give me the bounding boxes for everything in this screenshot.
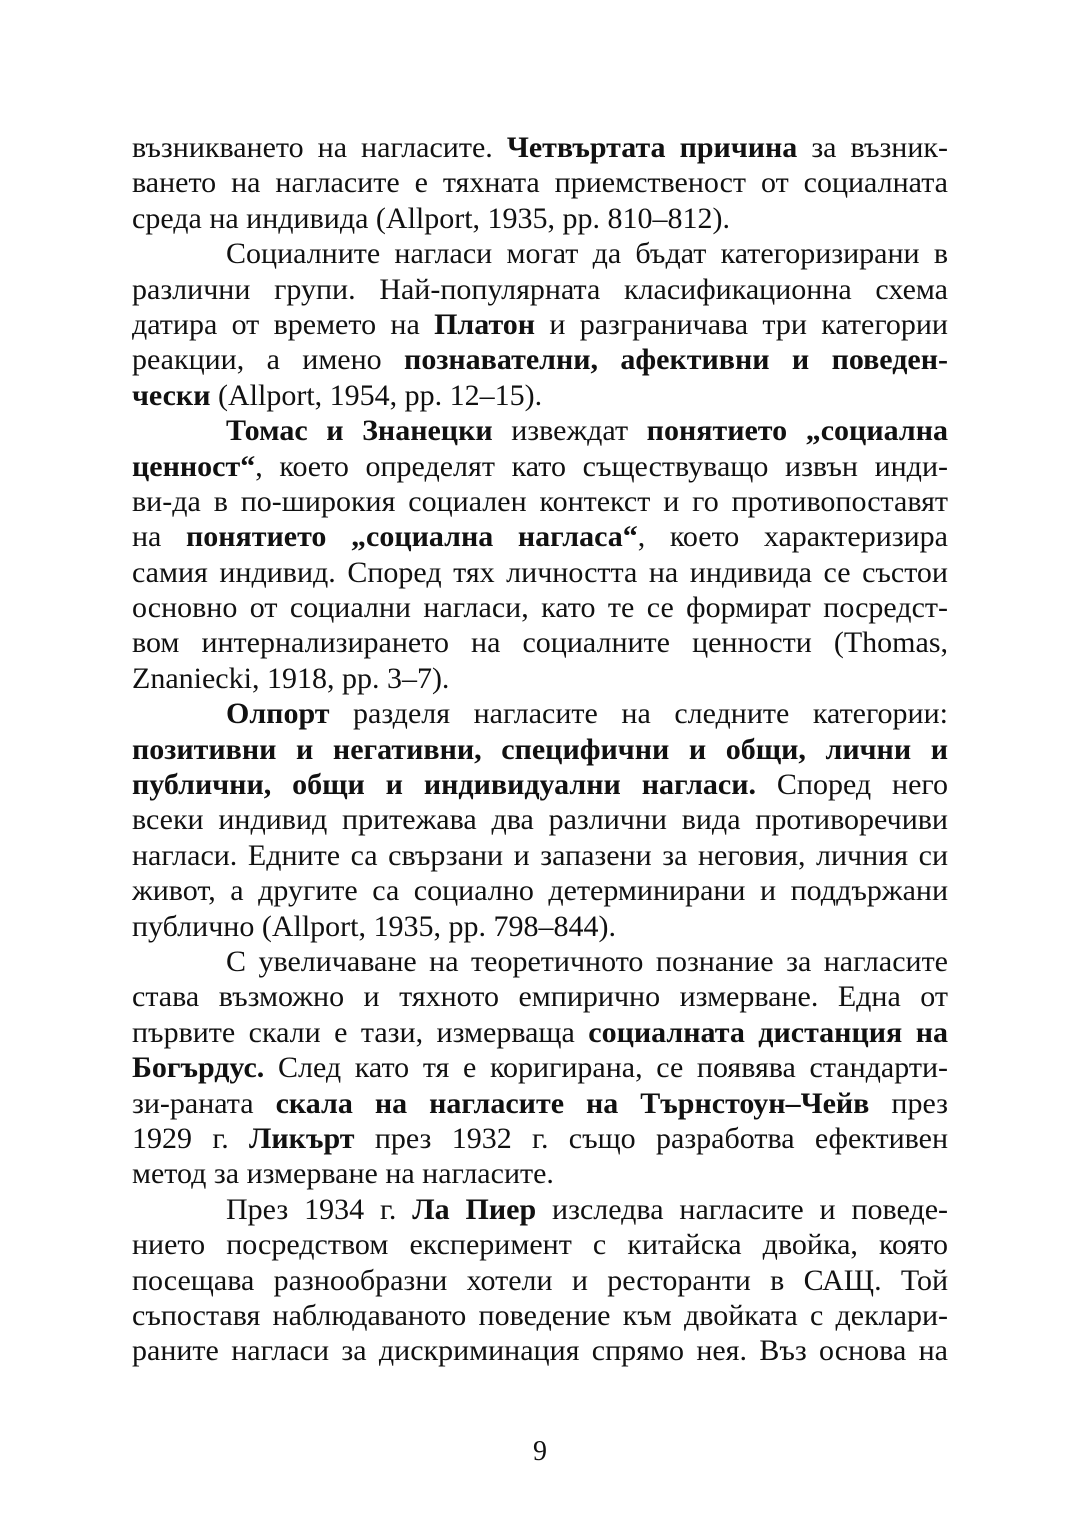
text-line — [132, 732, 948, 767]
text-line — [132, 625, 948, 660]
text-line — [132, 413, 948, 448]
bold-term: Богърдус. — [132, 1051, 265, 1085]
text-line — [132, 1263, 948, 1298]
text-run: различни групи. Най-популярната класификационна схема — [132, 272, 948, 306]
text-run: разделя нагласите на следните категории: — [329, 697, 948, 731]
text-line — [132, 590, 948, 625]
text-run: , което определят като съществуващо извън инди- — [255, 449, 948, 483]
text-run: зи-раната — [132, 1086, 276, 1120]
text-run: датира от времето на — [132, 307, 435, 341]
text-run: самия индивид. Според тях личността на индивида се състои — [132, 555, 948, 589]
text-line — [132, 236, 948, 271]
text-line — [132, 307, 948, 342]
text-run: (Allport, 1954, pp. 12–15). — [210, 378, 543, 412]
paragraph-4 — [132, 696, 948, 944]
text-line — [132, 378, 948, 413]
text-run: основно от социални нагласи, като те се формират посредст- — [132, 591, 948, 625]
text-line — [132, 767, 948, 802]
bold-term: ценност“ — [132, 449, 256, 483]
paragraph-5 — [132, 944, 948, 1192]
bold-term: Ликърт — [249, 1121, 355, 1155]
text-run: и разграничава три категории — [535, 307, 948, 341]
text-line — [132, 802, 948, 837]
text-run: През 1934 г. — [226, 1192, 413, 1226]
text-run: След като тя е коригирана, се появява стандарти- — [264, 1051, 948, 1085]
bold-term: скала на нагласите на Търнстоун–Чейв — [275, 1086, 870, 1120]
text-line — [132, 201, 948, 236]
text-run: става възможно и тяхното емпирично измерване. Една от — [132, 980, 948, 1014]
text-run: ви-да в по-широкия социален контекст и го противопоставят — [132, 484, 948, 518]
text-line — [132, 1333, 948, 1368]
bold-term: Олпорт — [226, 697, 330, 731]
bold-term: публични, общи и индивидуални нагласи. — [132, 768, 757, 802]
bold-term: Томас и Знанецки — [226, 414, 493, 448]
text-line — [132, 1050, 948, 1085]
text-run: Znaniecki, 1918, pp. 3–7). — [132, 661, 450, 695]
text-line — [132, 1086, 948, 1121]
text-line — [132, 1192, 948, 1227]
paragraph-3 — [132, 413, 948, 696]
body-text — [132, 130, 948, 1369]
text-line — [132, 1015, 948, 1050]
bold-term: понятието „социална нагласа“ — [185, 520, 638, 554]
text-line — [132, 909, 948, 944]
text-line — [132, 1227, 948, 1262]
text-line — [132, 165, 948, 200]
text-line — [132, 696, 948, 731]
bold-term: позитивни и негативни, специфични и общи, лични и — [132, 732, 948, 766]
text-run: посещава разнообразни хотели и ресторанти в САЩ. Той — [132, 1263, 948, 1297]
text-run: нагласи. Едните са свързани и запазени за неговия, личния си — [132, 838, 948, 872]
text-run: през — [869, 1086, 948, 1120]
text-run: вом интернализирането на социалните ценности (Thomas, — [132, 626, 948, 660]
text-line — [132, 873, 948, 908]
bold-term: Ла Пиер — [412, 1192, 537, 1226]
text-line — [132, 342, 948, 377]
text-run: реакции, а именo — [132, 343, 405, 377]
text-line — [132, 272, 948, 307]
text-run: нието посредством експеримент с китайска двойка, която — [132, 1228, 948, 1262]
text-run: първите скали е тази, измерваща — [132, 1015, 589, 1049]
text-run: възникването на нагласите. — [132, 131, 507, 164]
text-run: извеждат — [492, 414, 647, 448]
text-run: през 1932 г. също разработва ефективен — [354, 1121, 948, 1155]
text-line — [132, 484, 948, 519]
text-run: на — [132, 520, 186, 554]
text-line — [132, 838, 948, 873]
text-line — [132, 519, 948, 554]
text-line — [132, 555, 948, 590]
text-run: 1929 г. — [132, 1121, 250, 1155]
text-run: метод за измерване на нагласите. — [132, 1157, 554, 1191]
text-line — [132, 449, 948, 484]
bold-term: познавателни, афективни и поведен- — [404, 343, 948, 377]
text-line — [132, 944, 948, 979]
page-number: 9 — [533, 1436, 547, 1467]
paragraph-2 — [132, 236, 948, 413]
text-run: Социалните нагласи могат да бъдат категоризирани в — [226, 237, 948, 271]
paragraph-1 — [132, 130, 948, 236]
text-line — [132, 1156, 948, 1191]
text-run: Според него — [756, 768, 948, 802]
text-run: съпоставя наблюдаваното поведение към двойката с деклари- — [132, 1298, 948, 1332]
bold-term: Четвъртата причина — [506, 131, 798, 164]
bold-term: понятието „социална — [646, 414, 948, 448]
bold-term: чески — [132, 378, 211, 412]
text-line — [132, 979, 948, 1014]
text-line — [132, 1121, 948, 1156]
text-run: изследва нагласите и поведе- — [536, 1192, 949, 1226]
text-run: С увеличаване на теоретичното познание за нагласите — [226, 944, 948, 978]
text-run: всеки индивид притежава два различни вида противоречиви — [132, 803, 948, 837]
bold-term: Платон — [434, 307, 536, 341]
text-run: , което характеризира — [637, 520, 948, 554]
text-line — [132, 130, 948, 165]
text-line — [132, 661, 948, 696]
text-run: за възник- — [797, 131, 948, 164]
text-run: раните нагласи за дискриминация спрямо нея. Въз основа на — [132, 1334, 948, 1368]
text-run: среда на индивида (Allport, 1935, pp. 810–812). — [132, 201, 731, 235]
text-run: живот, а другите са социално детерминирани и поддържани — [132, 874, 948, 908]
bold-term: социалната дистанция на — [588, 1015, 948, 1049]
text-line — [132, 1298, 948, 1333]
text-run: ването на нагласите е тяхната приемственост от социалната — [132, 166, 948, 200]
paragraph-6 — [132, 1192, 948, 1369]
text-run: публично (Allport, 1935, pp. 798–844). — [132, 909, 616, 943]
